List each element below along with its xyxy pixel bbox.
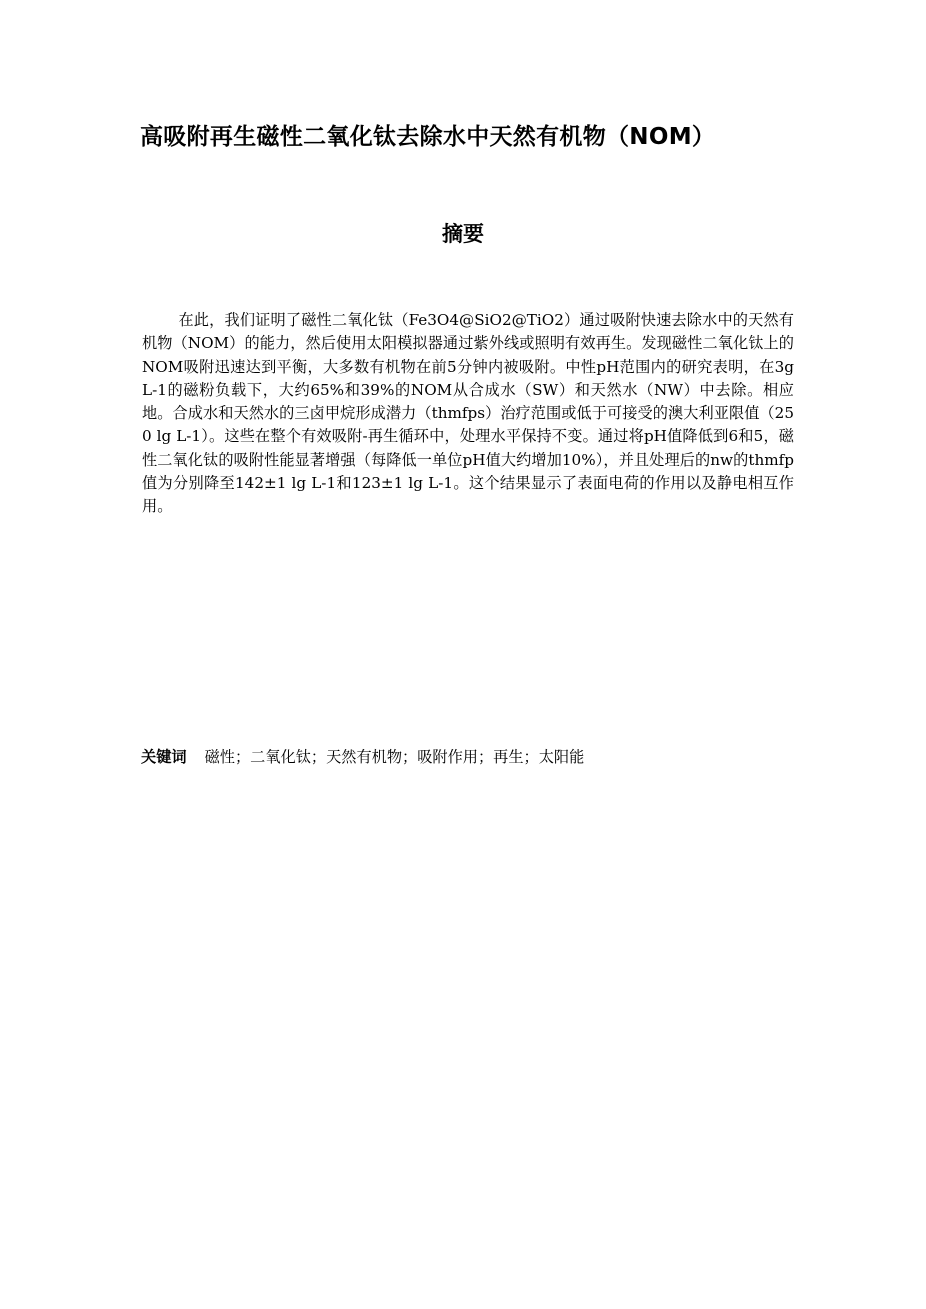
keywords-list: 磁性；二氧化钛；天然有机物；吸附作用；再生；太阳能 [204, 748, 585, 766]
abstract-heading: 摘要 [442, 222, 484, 246]
abstract-paragraph: 在此，我们证明了磁性二氧化钛（Fe3O4@SiO2@TiO2）通过吸附快速去除水中的天然有机物（NOM）的能力，然后使用太阳模拟器通过紫外线或照明有效再生。发现磁性二氧化钛上的NOM吸附迅速达到平衡，大多数有机物在前5分钟内被吸附。中性pH范围内的研究表明，在3g L-1的磁粉负载下，大约65%和39%的NOM从合成水（SW）和天然水（NW）中去除。相应地。合成水和天然水的三卤甲烷形成潜力（thmfps）治疗范围或低于可接受的澳大利亚限值（250 lg L-1）。这些在整个有效吸附-再生循环中，处理水平保持不变。通过将pH值降低到6和5，磁性二氧化钛的吸附性能显著增强（每降低一单位pH值大约增加10%），并且处理后的nw的thmfp值为分别降至142±1 lg L-1和123±1 lg L-1。这个结果显示了表面电荷的作用以及静电相互作用。 [142, 311, 794, 516]
document-title: 高吸附再生磁性二氧化钛去除水中天然有机物（NOM） [140, 124, 716, 150]
keywords-label: 关键词 [141, 748, 187, 766]
keywords-line [141, 745, 801, 769]
